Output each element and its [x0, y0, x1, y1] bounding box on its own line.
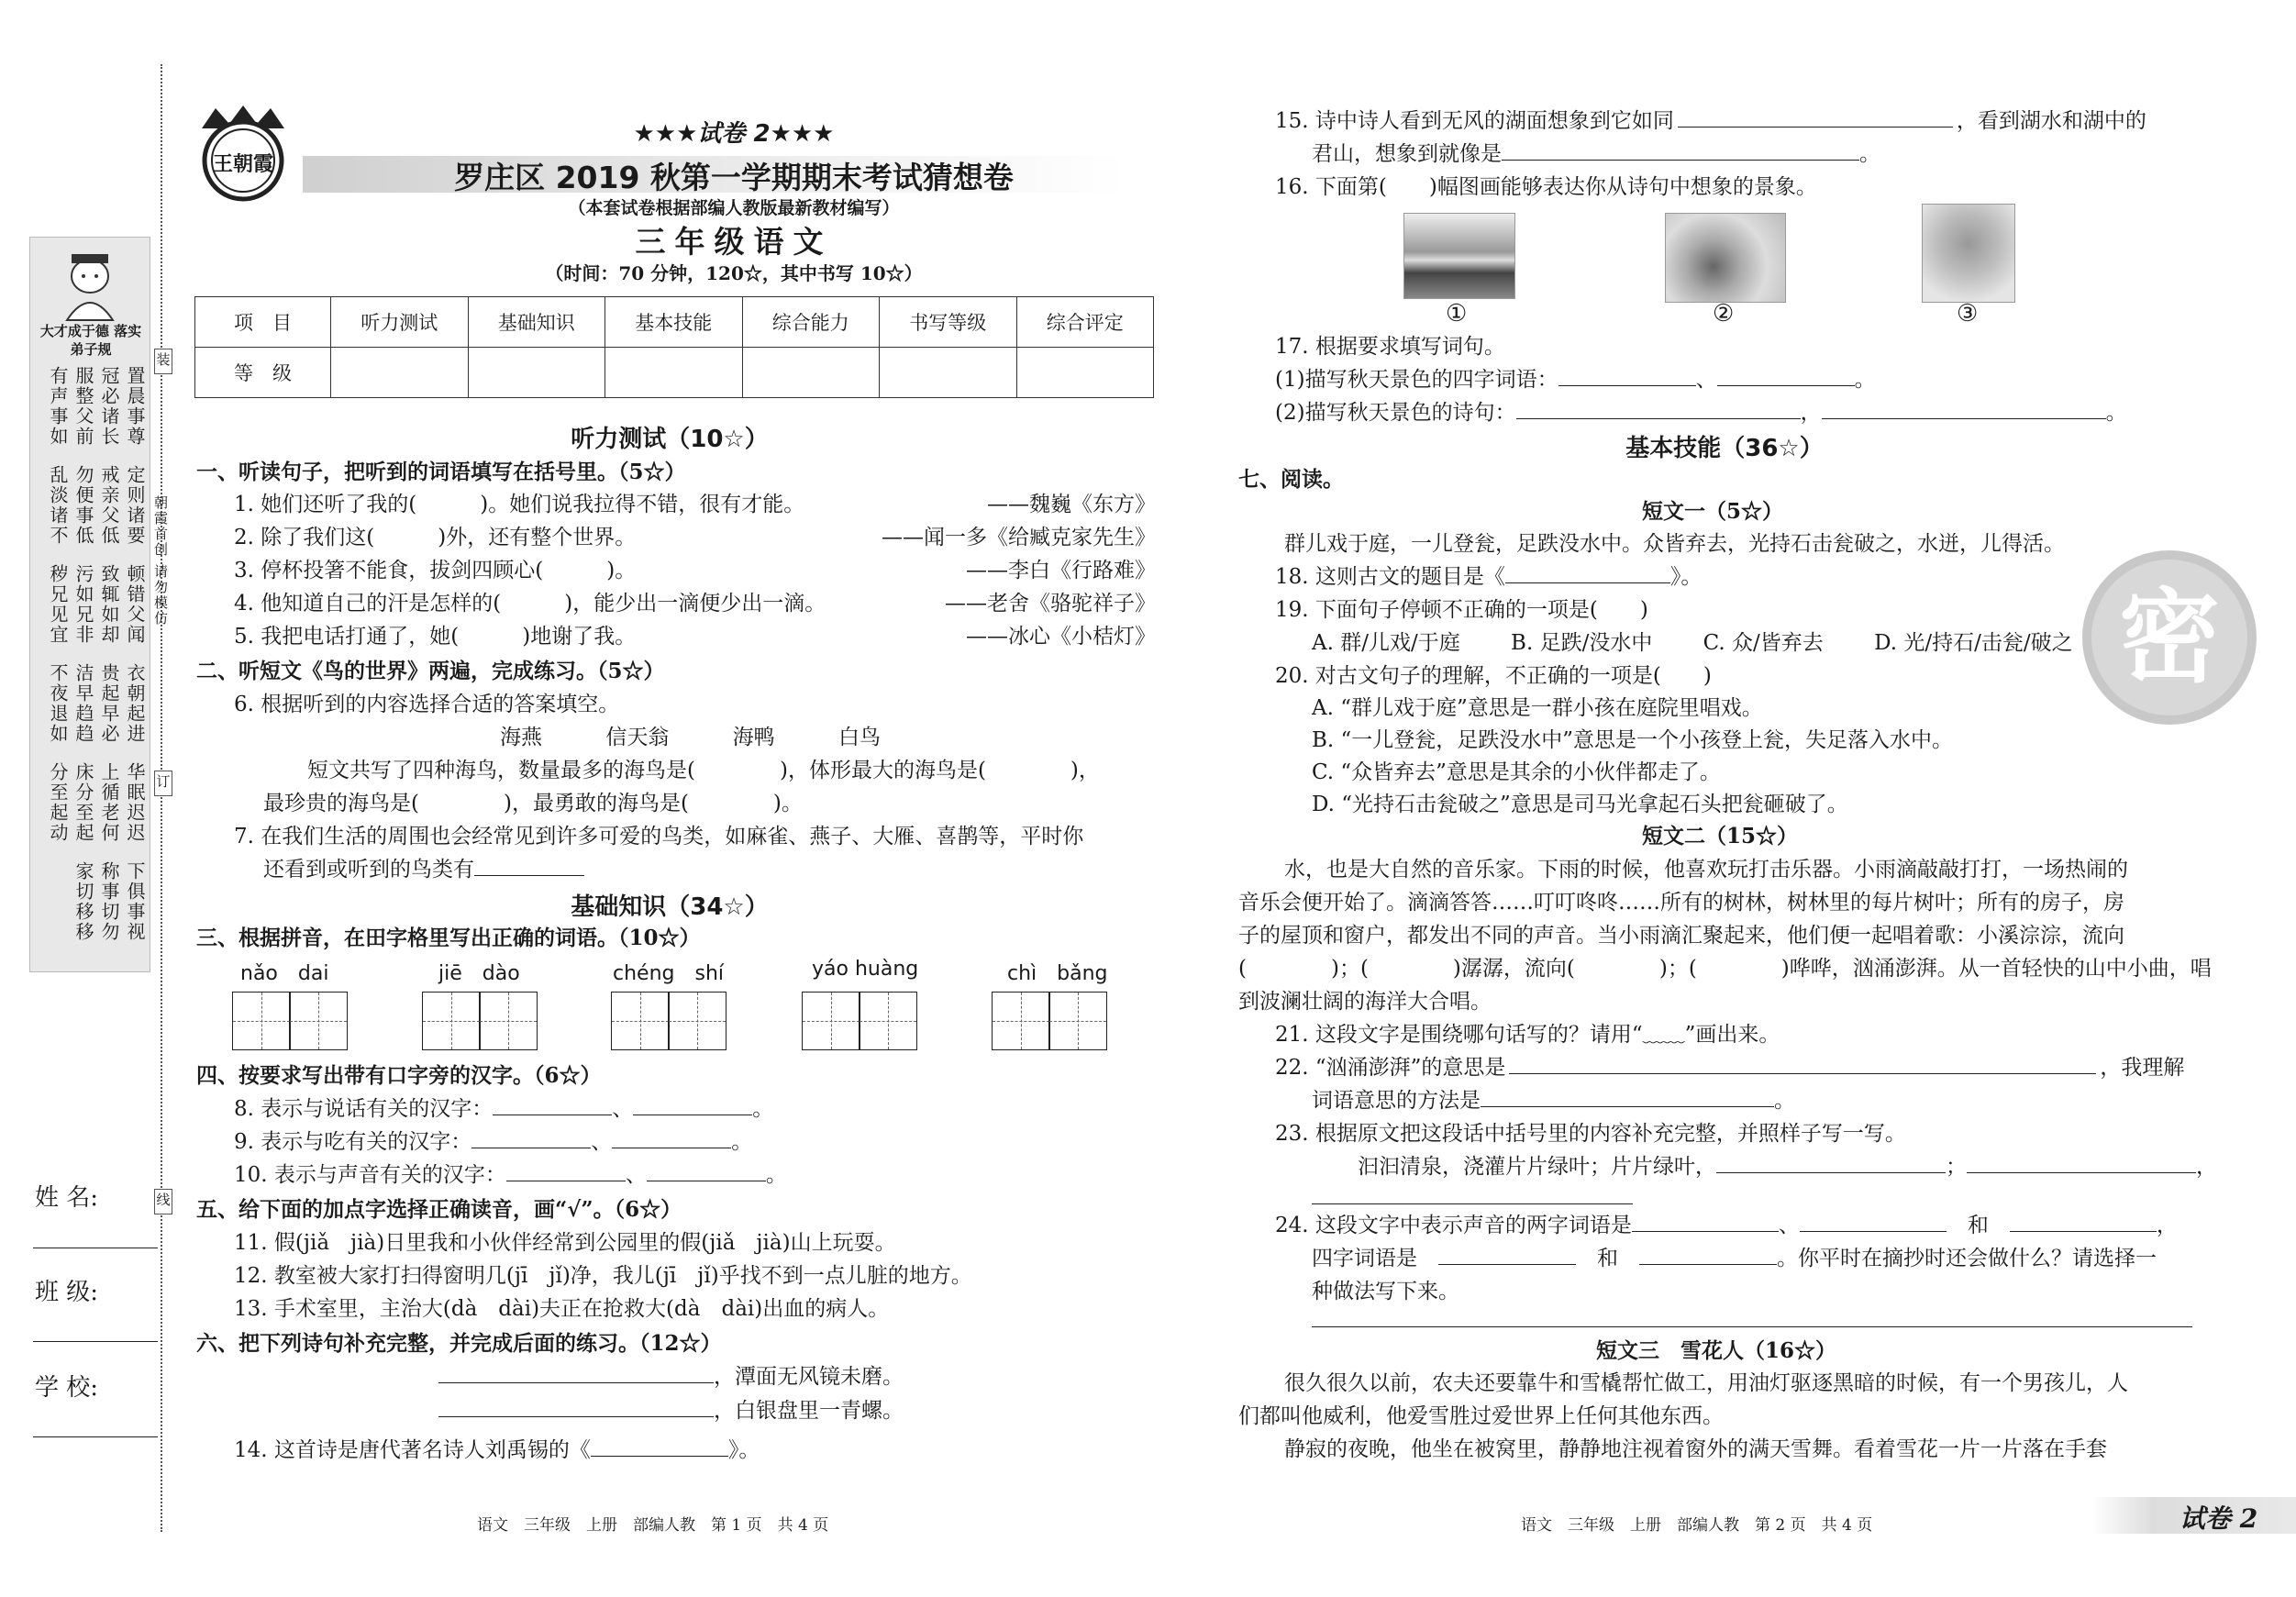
- q20-option-d[interactable]: D. “光持石击瓮破之”意思是司马光拿起石头把瓮砸破了。: [1312, 793, 1848, 816]
- q6-instruction: 6. 根据听到的内容选择合适的答案填空。: [234, 693, 620, 716]
- q4-prompt: 10. 表示与声音有关的汉字：: [234, 1163, 506, 1187]
- q7-prompt: 还看到或听到的鸟类有: [263, 858, 474, 882]
- rule-column: 置晨事尊: [124, 366, 146, 447]
- q6-option: 白鸟: [837, 726, 881, 749]
- grade-col-listening: 听力测试: [331, 297, 469, 348]
- q1-item-text: 4. 他知道自己的汗是怎样的( )，能少出一滴便少出一滴。: [234, 592, 826, 616]
- q6-line-2: 最珍贵的海鸟是( )，最勇敢的海鸟是( )。: [263, 792, 803, 815]
- answer-blank[interactable]: [471, 1127, 591, 1148]
- passage-2-line: 音乐会便开始了。滴滴答答……叮叮咚咚……所有的树林，树林里的每片树叶；所有的房子，房: [1238, 891, 2124, 915]
- passage-3-line: 静寂的夜晚，他坐在被窝里，静静地注视着窗外的满天雪舞。看着雪花一片一片落在手套: [1284, 1437, 2107, 1461]
- grade-col-skill: 基本技能: [605, 297, 743, 348]
- rule-column: 不夜退如: [47, 663, 69, 744]
- q1-item: [234, 587, 1156, 620]
- q6-line-1: 短文共写了四种海鸟，数量最多的海鸟是( )，体形最大的海鸟是( )，: [307, 759, 1100, 782]
- q22-blank[interactable]: [1481, 1086, 1774, 1107]
- q6-options: [500, 721, 881, 754]
- rule-column: 定则诸要: [124, 465, 146, 546]
- tian-cell[interactable]: [668, 992, 727, 1050]
- q24-blank[interactable]: [1438, 1244, 1576, 1265]
- q24-and: 和: [1967, 1214, 1989, 1237]
- q15-line-2: [1312, 138, 1880, 171]
- passage-2-line: ( )；( )潺潺，流向( )；( )哗哗，汹涌澎湃。从一首轻快的山中小曲，唱: [1238, 957, 2212, 981]
- q20-option-a[interactable]: A. “群儿戏于庭”意思是一群小孩在庭院里唱戏。: [1312, 696, 1763, 720]
- q15-text: 。: [1859, 142, 1880, 166]
- q15-text: 君山，想象到就像是: [1312, 142, 1502, 166]
- q23-example: 汩汩清泉，浇灌片片绿叶；片片绿叶， ； ，: [1358, 1150, 2217, 1183]
- passage-2-line: 到波澜壮阔的海洋大合唱。: [1238, 990, 1492, 1014]
- q24-text: 四字词语是: [1312, 1247, 1417, 1270]
- q16: 16. 下面第( )幅图画能够表达你从诗句中想象的景象。: [1275, 175, 1817, 199]
- q18: [1275, 560, 1702, 593]
- name-label: 姓 名:: [35, 1184, 99, 1212]
- section-skill: 基本技能（36☆）: [1625, 435, 1824, 462]
- q5-item-11[interactable]: 11. 假(jiǎ jià)日里我和小伙伴经常到公园里的假(jiǎ jià)山上玩耍。: [234, 1231, 896, 1255]
- rule-column: 污如兄非: [72, 564, 94, 645]
- exam-note: （本套试卷根据部编人教版最新教材编写）: [568, 198, 900, 218]
- q15-text: 15. 诗中诗人看到无风的湖面想象到它如同: [1275, 109, 1674, 133]
- passage-2-line: 子的屋顶和窗户，都发出不同的声音。当小雨滴汇聚起来，他们便一起唱着歌：小溪淙淙，流向: [1238, 924, 2124, 948]
- rule-column: 顿错父闻: [124, 564, 146, 645]
- rule-column: 华眠迟迟: [124, 762, 146, 843]
- poem-line-2: [438, 1394, 904, 1427]
- q20-option-c[interactable]: C. “众皆弃去”意思是其余的小伙伴都走了。: [1312, 760, 1721, 784]
- logo-text: 王朝霞: [212, 152, 273, 176]
- rule-column: 勿便事低: [72, 465, 94, 546]
- q6s-title: 六、把下列诗句补充完整，并完成后面的练习。（12☆）: [196, 1331, 722, 1356]
- q1-item-text: 1. 她们还听了我的( )。她们说我拉得不错，很有才能。: [234, 493, 805, 516]
- q1-item-source: ——李白《行路难》: [966, 559, 1156, 582]
- q24-line-3: 种做法写下来。: [1312, 1280, 1459, 1303]
- class-label: 班 级:: [35, 1279, 99, 1306]
- passage-3-title: 短文三 雪花人（16☆）: [1596, 1338, 1837, 1363]
- q22-blank[interactable]: [1509, 1053, 2096, 1074]
- grade-cell[interactable]: [468, 348, 605, 398]
- grade-col-ability: 综合能力: [742, 297, 880, 348]
- q4-title: 四、按要求写出带有口字旁的汉字。（6☆）: [196, 1063, 602, 1088]
- rule-column: 乱淡诸不: [47, 465, 69, 546]
- grade-cell[interactable]: [1016, 348, 1154, 398]
- section-listening: 听力测试（10☆）: [571, 426, 769, 453]
- q23-blank[interactable]: [1716, 1152, 1946, 1173]
- corner-badge: [2091, 1497, 2296, 1534]
- rule-column: 下俱事视: [124, 861, 146, 942]
- q18-prompt: 18. 这则古文的题目是《: [1275, 565, 1505, 589]
- tian-cell[interactable]: [422, 992, 481, 1050]
- grade-cell[interactable]: [605, 348, 743, 398]
- q4-item-9: 9. 表示与吃有关的汉字： 、 。: [234, 1126, 752, 1159]
- tian-cell[interactable]: [479, 992, 538, 1050]
- school-label: 学 校:: [35, 1374, 99, 1402]
- rule-column: 冠必诸长: [98, 366, 120, 447]
- pinyin-5: chì bǎng: [1007, 962, 1108, 985]
- poem-line-1: [438, 1360, 904, 1393]
- option-picture-1[interactable]: [1403, 213, 1515, 299]
- q24-line-1: 24. 这段文字中表示声音的两字词语是 、 和 ，: [1275, 1209, 2178, 1242]
- q1-item: [234, 620, 1156, 653]
- q7-reading-title: 七、阅读。: [1238, 467, 1344, 492]
- grade-col-label: 项 目: [195, 297, 331, 348]
- q20-option-b[interactable]: B. “一儿登瓮，足跌没水中”意思是一个小孩登上瓮，失足落入水中。: [1312, 728, 1954, 752]
- q19-option-a[interactable]: A. 群/儿戏/于庭: [1312, 631, 1460, 655]
- answer-blank[interactable]: [612, 1127, 731, 1148]
- watermark-seal: [2082, 550, 2257, 725]
- q19-options: [1312, 627, 2073, 660]
- tian-grid-5[interactable]: [993, 992, 1107, 1050]
- q1-item: [234, 488, 1156, 521]
- tian-cell[interactable]: [1048, 992, 1107, 1050]
- rule-column: 秽兄见宜: [47, 564, 69, 645]
- q15-line-1: [1275, 105, 2146, 138]
- q22-text: ，我理解: [2100, 1056, 2185, 1080]
- tian-cell[interactable]: [611, 992, 670, 1050]
- grade-col-writing: 书写等级: [880, 297, 1017, 348]
- answer-blank[interactable]: [1516, 398, 1801, 419]
- q17-prompt: (2)描写秋天景色的诗句：: [1275, 401, 1516, 425]
- q3-title: 三、根据拼音，在田字格里写出正确的词语。（10☆）: [196, 926, 701, 950]
- answer-blank[interactable]: [506, 1160, 626, 1181]
- rule-column: 家切移移: [72, 861, 94, 942]
- exam-title: 罗庄区 2019 秋第一学期期末考试猜想卷: [454, 160, 1014, 195]
- q21: 21. 这段文字是围绕哪句话写的？请用“﹏﹏”画出来。: [1275, 1023, 1780, 1047]
- right-page: [1229, 0, 2296, 1597]
- q4-item-8: 8. 表示与说话有关的汉字： 、 。: [234, 1092, 773, 1126]
- grade-cell[interactable]: [880, 348, 1017, 398]
- corner-badge-text: 试卷 2: [2180, 1503, 2258, 1534]
- q19-option-d[interactable]: D. 光/持石/击瓮/破之: [1874, 631, 2073, 655]
- q6-option: 海燕: [500, 726, 542, 749]
- cut-label-2: 订: [154, 771, 172, 796]
- q24-blank[interactable]: [1639, 1244, 1777, 1265]
- side-note: 朝霞首创 请勿模仿: [152, 495, 169, 627]
- grade-value-row: [195, 348, 1154, 398]
- q24-text: 24. 这段文字中表示声音的两字词语是: [1275, 1214, 1632, 1237]
- rule-column: 戒亲父低: [98, 465, 120, 546]
- pic-label-1: ①: [1446, 300, 1468, 327]
- q15-text: ，看到湖水和湖中的: [1956, 109, 2146, 133]
- q6-option: 信天翁: [605, 726, 670, 749]
- q24-blank[interactable]: [1800, 1211, 1947, 1232]
- q24-answer-line[interactable]: [1312, 1326, 2192, 1327]
- pic-label-3: ③: [1957, 300, 1979, 327]
- q22-text: 。: [1774, 1089, 1795, 1113]
- q7-line-1: 7. 在我们生活的周围也会经常见到许多可爱的鸟类，如麻雀、燕子、大雁、喜鹊等，平时你: [234, 825, 1084, 848]
- answer-blank[interactable]: [493, 1094, 612, 1115]
- q17-1: (1)描写秋天景色的四字词语： 、 。: [1275, 363, 1876, 396]
- q19: 19. 下面句子停顿不正确的一项是( ): [1275, 598, 1648, 622]
- answer-blank[interactable]: [1717, 365, 1855, 386]
- passage-2-title: 短文二（15☆）: [1642, 824, 1799, 848]
- section-basic: 基础知识（34☆）: [571, 893, 769, 921]
- answer-blank[interactable]: [633, 1094, 752, 1115]
- q17: 17. 根据要求填写词句。: [1275, 335, 1505, 359]
- cut-label-3: 线: [154, 1189, 172, 1214]
- q22-text: 22. “汹涌澎湃”的意思是: [1275, 1056, 1506, 1080]
- q24-line-2: [1312, 1242, 2157, 1275]
- answer-blank[interactable]: [1558, 365, 1696, 386]
- q23-blank[interactable]: [1967, 1152, 2196, 1173]
- q7-line-2: [263, 853, 584, 886]
- q22-line-1: [1275, 1051, 2184, 1084]
- q24-blank[interactable]: [2010, 1211, 2157, 1232]
- grade-col-overall: 综合评定: [1016, 297, 1154, 348]
- rule-column: 称事切勿: [98, 861, 120, 942]
- q24-text: 。你平时在摘抄时还会做什么？请选择一: [1777, 1247, 2157, 1270]
- tian-cell[interactable]: [992, 992, 1050, 1050]
- q4-prompt: 9. 表示与吃有关的汉字：: [234, 1130, 472, 1154]
- brand-logo: [188, 101, 298, 202]
- time-info: （时间：70 分钟，120☆，其中书写 10☆）: [545, 262, 923, 284]
- cut-label-1: 装: [154, 349, 172, 374]
- rule-column: 致辄如却: [98, 564, 120, 645]
- subject-title: 三年级语文: [635, 224, 833, 260]
- rule-column: 贵起早必: [98, 663, 120, 744]
- q1-item-text: 5. 我把电话打通了，她( )地谢了我。: [234, 625, 637, 649]
- q14-blank[interactable]: [591, 1436, 728, 1457]
- q7-answer-blank[interactable]: [474, 855, 584, 876]
- motto-text: 大才成于德 落实弟子规: [39, 323, 142, 358]
- answer-blank[interactable]: [647, 1160, 766, 1181]
- q1-item-text: 3. 停杯投箸不能食，拔剑四顾心( )。: [234, 559, 637, 582]
- tian-grid-4[interactable]: [804, 992, 917, 1050]
- tian-cell[interactable]: [289, 992, 348, 1050]
- q14-end: 》。: [727, 1438, 760, 1462]
- rule-column: 服整父前: [72, 366, 94, 447]
- grade-table: [194, 296, 1154, 398]
- q1-title: 一、听读句子，把听到的词语填写在括号里。（5☆）: [196, 460, 686, 484]
- rule-column: 分至起动: [47, 762, 69, 843]
- q1-item-source: ——老舍《骆驼祥子》: [945, 592, 1156, 616]
- left-footer: 语文 三年级 上册 部编人教 第 1 页 共 4 页: [477, 1516, 829, 1535]
- pinyin-4: yáo huàng: [812, 958, 919, 981]
- q19-option-b[interactable]: B. 足跌/没水中: [1511, 631, 1653, 655]
- rule-column: 有声事如: [47, 366, 69, 447]
- tian-cell[interactable]: [802, 992, 860, 1050]
- tian-cell[interactable]: [859, 992, 917, 1050]
- passage-1-title: 短文一（5☆）: [1642, 499, 1784, 524]
- pinyin-1: nǎo dai: [240, 962, 329, 985]
- rule-column: 洁早趋趋: [72, 663, 94, 744]
- grade-row-label: 等 级: [195, 348, 331, 398]
- passage-2-line: 水，也是大自然的音乐家。下雨的时候，他喜欢玩打击乐器。小雨滴敲敲打打，一场热闹的: [1284, 858, 2128, 882]
- q15-blank[interactable]: [1678, 106, 1953, 128]
- q14-prompt: 14. 这首诗是唐代著名诗人刘禹锡的《: [234, 1438, 591, 1462]
- q18-blank[interactable]: [1505, 562, 1670, 583]
- tian-cell[interactable]: [232, 992, 291, 1050]
- q23-text: 汩汩清泉，浇灌片片绿叶；片片绿叶，: [1358, 1155, 1716, 1179]
- rule-column: 衣朝起进: [124, 663, 146, 744]
- grade-col-basic: 基础知识: [468, 297, 605, 348]
- pinyin-2: jiē dào: [438, 962, 520, 985]
- q1-item-source: ——魏巍《东方》: [987, 493, 1156, 516]
- q15-blank[interactable]: [1502, 139, 1859, 161]
- q5-title: 五、给下面的加点字选择正确读音，画“√”。（6☆）: [196, 1197, 682, 1222]
- poem-text: ，白银盘里一青螺。: [714, 1399, 904, 1423]
- grade-header-row: [195, 297, 1154, 348]
- q1-item: [234, 521, 1156, 554]
- q1-list: [234, 488, 1156, 653]
- q17-2: (2)描写秋天景色的诗句： ， 。: [1275, 396, 2127, 429]
- passage-3-line: 很久很久以前，农夫还要靠牛和雪橇帮忙做工，用油灯驱逐黑暗的时候，有一个男孩儿，人: [1284, 1371, 2128, 1395]
- q23: 23. 根据原文把这段话中括号里的内容补充完整，并照样子写一写。: [1275, 1122, 1906, 1146]
- q5-item-13[interactable]: 13. 手术室里，主治大(dà dài)夫正在抢救大(dà dài)出血的病人。: [234, 1297, 890, 1321]
- passage-3-line: 们都叫他威利，他爱雪胜过爱世界上任何其他东西。: [1238, 1404, 1724, 1428]
- grade-cell[interactable]: [742, 348, 880, 398]
- q20: 20. 对古文句子的理解，不正确的一项是( ): [1275, 664, 1712, 688]
- poem-blank[interactable]: [438, 1396, 714, 1417]
- q4-item-10: 10. 表示与声音有关的汉字： 、 。: [234, 1159, 787, 1192]
- q23-blank-line[interactable]: [1312, 1203, 1633, 1204]
- passage-1-text: 群儿戏于庭，一儿登瓮，足跌没水中。众皆弃去，光持石击瓮破之，水迸，儿得活。: [1284, 532, 2065, 556]
- paper-badge: ★★★试卷 2★★★: [633, 120, 835, 148]
- q24-and: 和: [1597, 1247, 1618, 1270]
- watermark-text: 密: [2119, 578, 2220, 696]
- poem-text: ，潭面无风镜未磨。: [714, 1365, 904, 1389]
- q22-text: 词语意思的方法是: [1312, 1089, 1481, 1113]
- q19-option-c[interactable]: C. 众/皆弃去: [1703, 631, 1824, 655]
- option-picture-3[interactable]: [1922, 204, 2015, 303]
- q5-item-12[interactable]: 12. 教室被大家打扫得窗明几(jī jǐ)净，我儿(jī jǐ)乎找不到一点儿脏的地方。: [234, 1264, 972, 1288]
- q1-item-source: ——冰心《小桔灯》: [966, 625, 1156, 649]
- grade-cell[interactable]: [331, 348, 469, 398]
- option-picture-2[interactable]: [1665, 213, 1786, 303]
- rule-column: 床分至起: [72, 762, 94, 843]
- q2-title: 二、听短文《鸟的世界》两遍，完成练习。（5☆）: [196, 659, 665, 683]
- tian-grid-3[interactable]: [613, 992, 727, 1050]
- tian-grid-1[interactable]: [234, 992, 348, 1050]
- right-footer: 语文 三年级 上册 部编人教 第 2 页 共 4 页: [1521, 1516, 1873, 1535]
- q22-line-2: [1312, 1084, 1795, 1117]
- rule-column: 上循老何: [98, 762, 120, 843]
- poem-blank[interactable]: [438, 1362, 714, 1383]
- answer-blank[interactable]: [1822, 398, 2106, 419]
- q24-blank[interactable]: [1632, 1211, 1779, 1232]
- pic-label-2: ②: [1713, 300, 1735, 327]
- tian-grid-2[interactable]: [424, 992, 538, 1050]
- q1-item: [234, 554, 1156, 587]
- q14: [234, 1434, 760, 1467]
- q1-item-text: 2. 除了我们这( )外，还有整个世界。: [234, 526, 637, 549]
- q4-prompt: 8. 表示与说话有关的汉字：: [234, 1097, 494, 1121]
- q17-prompt: (1)描写秋天景色的四字词语：: [1275, 368, 1558, 392]
- q18-end: 》。: [1669, 565, 1703, 589]
- q6-option: 海鸭: [732, 726, 775, 749]
- q1-item-source: ——闻一多《给臧克家先生》: [882, 526, 1156, 549]
- pinyin-3: chéng shí: [613, 962, 725, 985]
